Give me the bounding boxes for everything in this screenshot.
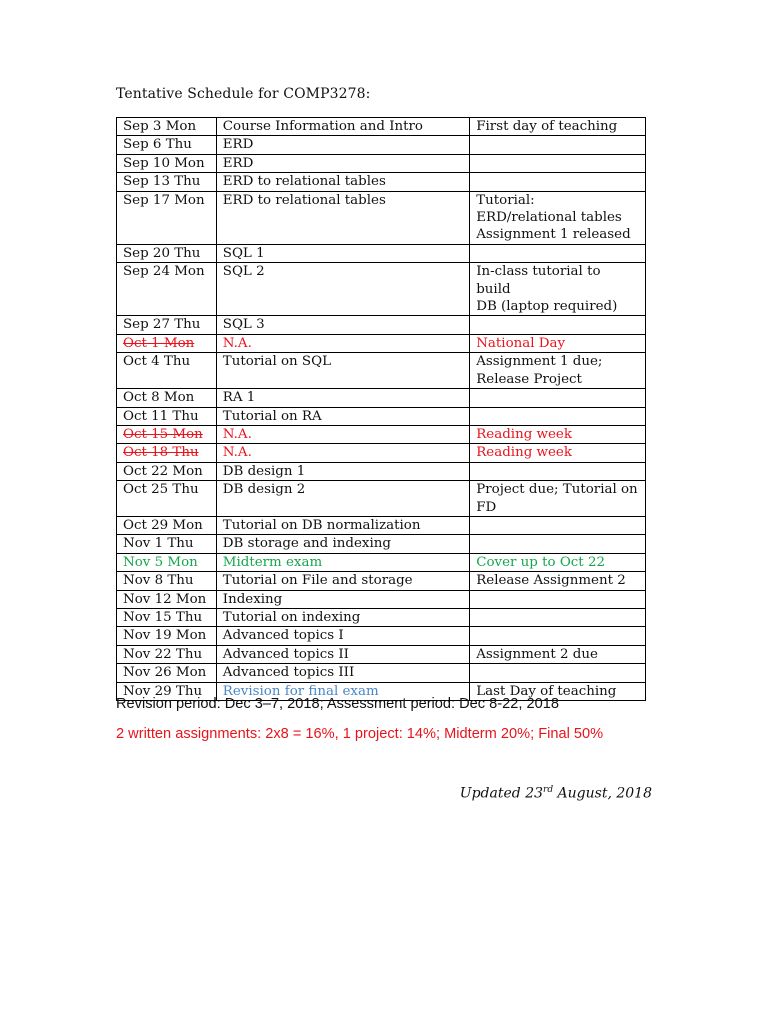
topic-cell: SQL 1 <box>216 244 469 262</box>
note-cell <box>470 173 646 191</box>
note-cell: First day of teaching <box>470 118 646 136</box>
topic-cell: ERD <box>216 154 469 172</box>
table-row <box>117 572 646 590</box>
date-cell: Nov 8 Thu <box>117 572 217 590</box>
date-cell: Sep 20 Thu <box>117 244 217 262</box>
date-cell: Oct 15 Mon <box>117 425 217 443</box>
table-row <box>117 191 646 244</box>
topic-cell: N.A. <box>216 425 469 443</box>
note-cell: Reading week <box>470 444 646 462</box>
topic-cell: ERD to relational tables <box>216 191 469 244</box>
date-cell: Oct 22 Mon <box>117 462 217 480</box>
note-line: ERD/relational tables <box>476 210 622 226</box>
topic-cell: Indexing <box>216 590 469 608</box>
note-line: DB (laptop required) <box>476 299 618 315</box>
note-cell: Reading week <box>470 425 646 443</box>
topic-cell: Revision for final exam <box>216 682 469 700</box>
topic-cell: SQL 3 <box>216 316 469 334</box>
note-cell <box>470 608 646 626</box>
date-cell: Oct 25 Thu <box>117 481 217 517</box>
note-cell <box>470 154 646 172</box>
date-cell: Sep 10 Mon <box>117 154 217 172</box>
topic-cell: Tutorial on RA <box>216 407 469 425</box>
note-cell <box>470 191 646 244</box>
date-cell: Oct 8 Mon <box>117 389 217 407</box>
note-cell <box>470 244 646 262</box>
table-row <box>117 627 646 645</box>
date-cell: Nov 5 Mon <box>117 553 217 571</box>
date-cell: Sep 24 Mon <box>117 263 217 316</box>
table-row <box>117 136 646 154</box>
table-row <box>117 154 646 172</box>
topic-cell: SQL 2 <box>216 263 469 316</box>
revision-period-note: Revision period: Dec 3–7, 2018; Assessment period: Dec 8-22, 2018 <box>116 696 559 712</box>
note-line: Tutorial: <box>476 192 535 208</box>
table-row <box>117 244 646 262</box>
note-cell <box>470 664 646 682</box>
topic-cell: DB design 2 <box>216 481 469 517</box>
date-cell: Nov 22 Thu <box>117 645 217 663</box>
note-cell <box>470 136 646 154</box>
topic-cell: Tutorial on SQL <box>216 353 469 389</box>
document-title: Tentative Schedule for COMP3278: <box>116 86 371 102</box>
table-row <box>117 462 646 480</box>
note-cell: Cover up to Oct 22 <box>470 553 646 571</box>
table-row <box>117 608 646 626</box>
table-row <box>117 481 646 517</box>
date-cell: Oct 11 Thu <box>117 407 217 425</box>
table-row <box>117 407 646 425</box>
topic-cell: Midterm exam <box>216 553 469 571</box>
table-row <box>117 664 646 682</box>
note-cell: National Day <box>470 334 646 352</box>
table-row-midterm <box>117 553 646 571</box>
date-cell: Sep 3 Mon <box>117 118 217 136</box>
date-cell: Sep 13 Thu <box>117 173 217 191</box>
date-cell: Sep 17 Mon <box>117 191 217 244</box>
updated-suffix-ordinal: rd <box>543 785 554 795</box>
topic-cell: Tutorial on File and storage <box>216 572 469 590</box>
topic-cell: Advanced topics II <box>216 645 469 663</box>
topic-cell: Tutorial on indexing <box>216 608 469 626</box>
topic-cell: N.A. <box>216 444 469 462</box>
date-cell: Nov 1 Thu <box>117 535 217 553</box>
table-row <box>117 535 646 553</box>
date-cell: Nov 12 Mon <box>117 590 217 608</box>
topic-cell: Tutorial on DB normalization <box>216 516 469 534</box>
note-cell <box>470 516 646 534</box>
table-row <box>117 353 646 389</box>
note-line: Release Project <box>476 371 582 387</box>
table-row <box>117 645 646 663</box>
note-cell <box>470 462 646 480</box>
date-cell: Oct 1 Mon <box>117 334 217 352</box>
note-cell: Release Assignment 2 <box>470 572 646 590</box>
note-line: Assignment 1 due; <box>476 354 603 370</box>
note-cell <box>470 353 646 389</box>
topic-cell: ERD <box>216 136 469 154</box>
table-row-holiday <box>117 444 646 462</box>
note-cell <box>470 407 646 425</box>
table-row <box>117 316 646 334</box>
table-row <box>117 263 646 316</box>
note-cell: Assignment 2 due <box>470 645 646 663</box>
table-row <box>117 173 646 191</box>
topic-cell: Advanced topics I <box>216 627 469 645</box>
note-cell <box>470 263 646 316</box>
date-cell: Oct 4 Thu <box>117 353 217 389</box>
grading-note: 2 written assignments: 2x8 = 16%, 1 project: 14%; Midterm 20%; Final 50% <box>116 726 604 742</box>
note-line: Project due; Tutorial on <box>476 482 638 498</box>
topic-cell: Advanced topics III <box>216 664 469 682</box>
date-cell: Oct 29 Mon <box>117 516 217 534</box>
date-cell: Nov 19 Mon <box>117 627 217 645</box>
updated-date <box>460 785 652 802</box>
note-cell <box>470 481 646 517</box>
note-line: In-class tutorial to build <box>476 264 601 297</box>
updated-suffix: August, 2018 <box>553 785 652 802</box>
topic-cell: RA 1 <box>216 389 469 407</box>
note-cell <box>470 316 646 334</box>
topic-cell: DB design 1 <box>216 462 469 480</box>
table-row <box>117 118 646 136</box>
note-cell <box>470 627 646 645</box>
table-row-holiday <box>117 425 646 443</box>
updated-prefix: Updated 23 <box>459 785 544 802</box>
topic-cell: Course Information and Intro <box>216 118 469 136</box>
schedule-table <box>116 117 646 701</box>
date-cell: Sep 6 Thu <box>117 136 217 154</box>
table-row <box>117 590 646 608</box>
topic-cell: N.A. <box>216 334 469 352</box>
date-cell: Nov 29 Thu <box>117 682 217 700</box>
topic-cell: ERD to relational tables <box>216 173 469 191</box>
note-cell <box>470 535 646 553</box>
table-row <box>117 389 646 407</box>
date-cell: Sep 27 Thu <box>117 316 217 334</box>
note-line: Assignment 1 released <box>476 227 631 243</box>
date-cell: Nov 26 Mon <box>117 664 217 682</box>
note-cell <box>470 389 646 407</box>
table-row-holiday <box>117 334 646 352</box>
table-row <box>117 516 646 534</box>
date-cell: Oct 18 Thu <box>117 444 217 462</box>
date-cell: Nov 15 Thu <box>117 608 217 626</box>
note-line: FD <box>476 499 497 515</box>
note-cell <box>470 590 646 608</box>
topic-cell: DB storage and indexing <box>216 535 469 553</box>
note-cell: Last Day of teaching <box>470 682 646 700</box>
